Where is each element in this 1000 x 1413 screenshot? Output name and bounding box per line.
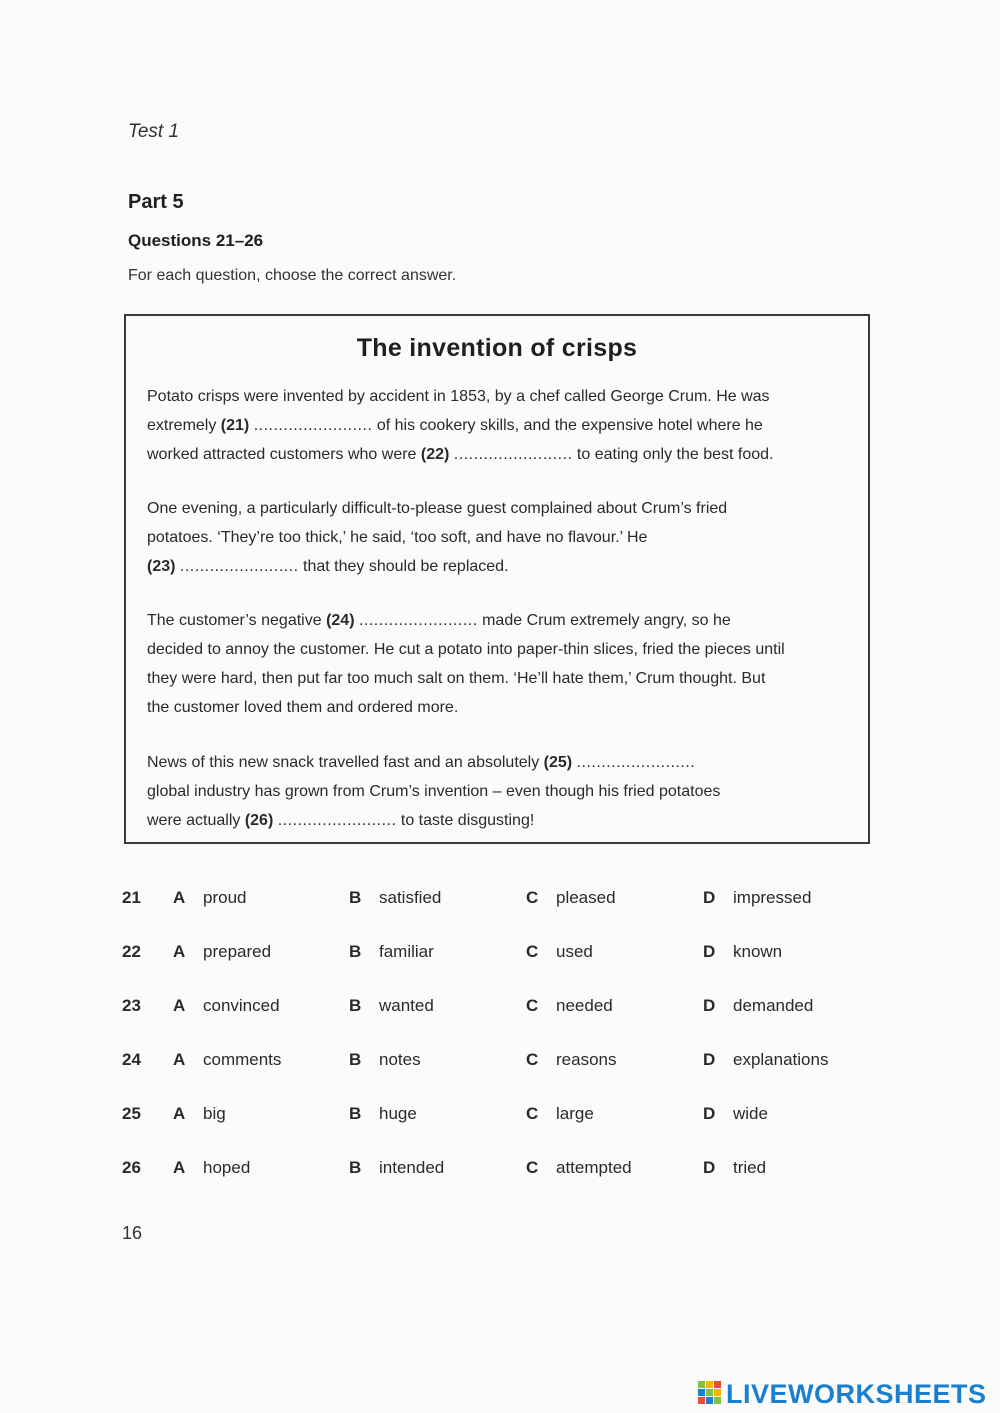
paragraph-2 (147, 494, 850, 581)
option-c[interactable]: reasons (556, 1050, 617, 1069)
option-a-letter: A (173, 942, 186, 961)
question-row-26 (0, 1158, 1000, 1188)
option-b[interactable]: familiar (379, 942, 434, 961)
option-c[interactable]: used (556, 942, 593, 961)
option-a-letter: A (173, 996, 186, 1015)
gap-26-blank[interactable]: ........................ (277, 812, 397, 829)
option-d-letter: D (703, 1050, 716, 1069)
option-c-letter: C (526, 996, 539, 1015)
option-b-letter: B (349, 1104, 362, 1123)
option-d[interactable]: tried (733, 1158, 767, 1177)
option-a[interactable]: convinced (203, 996, 280, 1015)
paragraph-3 (147, 606, 850, 722)
article-title: The invention of crisps (356, 334, 638, 362)
text-line (147, 440, 850, 469)
option-d[interactable]: demanded (733, 996, 814, 1015)
question-number: 25 (122, 1104, 141, 1123)
gap-25-blank[interactable]: ........................ (576, 754, 696, 771)
option-c-letter: C (526, 1050, 539, 1069)
gap-25-number: (25) (543, 754, 573, 771)
question-row-25 (0, 1104, 1000, 1134)
text-span: to taste disgusting! (396, 812, 535, 829)
gap-21-number: (21) (220, 417, 250, 434)
option-d-letter: D (703, 942, 716, 961)
option-d[interactable]: explanations (733, 1050, 829, 1069)
option-d[interactable]: impressed (733, 888, 812, 907)
text-span: worked attracted customers who were (147, 446, 421, 463)
option-b[interactable]: intended (379, 1158, 445, 1177)
option-c[interactable]: pleased (556, 888, 616, 907)
option-d-letter: D (703, 996, 716, 1015)
option-d-letter: D (703, 1104, 716, 1123)
option-b[interactable]: notes (379, 1050, 421, 1069)
gap-24-blank[interactable]: ........................ (358, 612, 478, 629)
liveworksheets-logo[interactable] (698, 1378, 987, 1410)
article-box (124, 314, 870, 844)
question-row-23 (0, 996, 1000, 1026)
option-b-letter: B (349, 1050, 362, 1069)
question-number: 24 (122, 1050, 141, 1069)
option-c[interactable]: attempted (556, 1158, 632, 1177)
questions-range: Questions 21–26 (128, 231, 264, 250)
option-c-letter: C (526, 1104, 539, 1123)
option-d[interactable]: known (733, 942, 783, 961)
text-span: extremely (147, 417, 221, 434)
question-number: 26 (122, 1158, 141, 1177)
test-label: Test 1 (128, 121, 180, 142)
text-line: they were hard, then put far too much salt on them. ‘He’ll hate them,’ Crum thought. But (147, 670, 766, 687)
option-b[interactable]: huge (379, 1104, 417, 1123)
gap-22-blank[interactable]: ........................ (453, 446, 573, 463)
text-line: global industry has grown from Crum’s invention – even though his fried potatoes (147, 783, 721, 800)
text-line (147, 748, 850, 777)
text-line: decided to annoy the customer. He cut a potato into paper-thin slices, fried the pieces until (147, 641, 785, 658)
text-line (147, 411, 850, 440)
gap-22-number: (22) (420, 446, 450, 463)
option-d[interactable]: wide (733, 1104, 768, 1123)
option-a[interactable]: comments (203, 1050, 282, 1069)
option-d-letter: D (703, 888, 716, 907)
paragraph-4 (147, 748, 850, 835)
paragraph-1 (147, 382, 850, 469)
question-row-22 (0, 942, 1000, 972)
option-a-letter: A (173, 888, 186, 907)
option-c[interactable]: needed (556, 996, 613, 1015)
page-number: 16 (122, 1223, 143, 1243)
option-d-letter: D (703, 1158, 716, 1177)
option-b[interactable]: satisfied (379, 888, 442, 907)
text-line (147, 806, 850, 835)
option-a[interactable]: proud (203, 888, 247, 907)
text-span: of his cookery skills, and the expensive hotel where he (372, 417, 763, 434)
option-c-letter: C (526, 942, 539, 961)
option-a[interactable]: big (203, 1104, 226, 1123)
option-b-letter: B (349, 888, 362, 907)
question-number: 21 (122, 888, 141, 907)
question-row-21 (0, 888, 1000, 918)
text-span: News of this new snack travelled fast and an absolutely (147, 754, 544, 771)
text-line: One evening, a particularly difficult-to-please guest complained about Crum’s fried (147, 500, 728, 517)
text-span: made Crum extremely angry, so he (477, 612, 731, 629)
instructions: For each question, choose the correct answer. (128, 267, 457, 284)
part-title: Part 5 (128, 191, 184, 213)
option-b-letter: B (349, 996, 362, 1015)
text-line: potatoes. ‘They’re too thick,’ he said, ‘too soft, and have no flavour.’ He (147, 529, 648, 546)
text-span: were actually (147, 812, 245, 829)
gap-21-blank[interactable]: ........................ (253, 417, 373, 434)
option-a-letter: A (173, 1104, 186, 1123)
text-line: the customer loved them and ordered more. (147, 699, 459, 716)
option-c-letter: C (526, 1158, 539, 1177)
question-number: 22 (122, 942, 141, 961)
option-a[interactable]: prepared (203, 942, 272, 961)
question-row-24 (0, 1050, 1000, 1080)
option-a-letter: A (173, 1158, 186, 1177)
option-a-letter: A (173, 1050, 186, 1069)
option-b-letter: B (349, 1158, 362, 1177)
option-c[interactable]: large (556, 1104, 594, 1123)
liveworksheets-icon (698, 1381, 722, 1407)
option-b[interactable]: wanted (379, 996, 434, 1015)
question-number: 23 (122, 996, 141, 1015)
liveworksheets-wordmark: LIVEWORKSHEETS (726, 1378, 987, 1409)
option-c-letter: C (526, 888, 539, 907)
text-line (147, 552, 850, 581)
text-line: Potato crisps were invented by accident in 1853, by a chef called George Crum. He was (147, 388, 770, 405)
text-span: to eating only the best food. (572, 446, 774, 463)
option-a[interactable]: hoped (203, 1158, 251, 1177)
text-line (147, 606, 850, 635)
gap-24-number: (24) (326, 612, 355, 629)
gap-23-number: (23) (147, 558, 176, 575)
option-b-letter: B (349, 942, 362, 961)
text-span: that they should be replaced. (298, 558, 509, 575)
gap-23-blank[interactable]: ........................ (179, 558, 299, 575)
gap-26-number: (26) (244, 812, 274, 829)
text-span: The customer’s negative (147, 612, 327, 629)
